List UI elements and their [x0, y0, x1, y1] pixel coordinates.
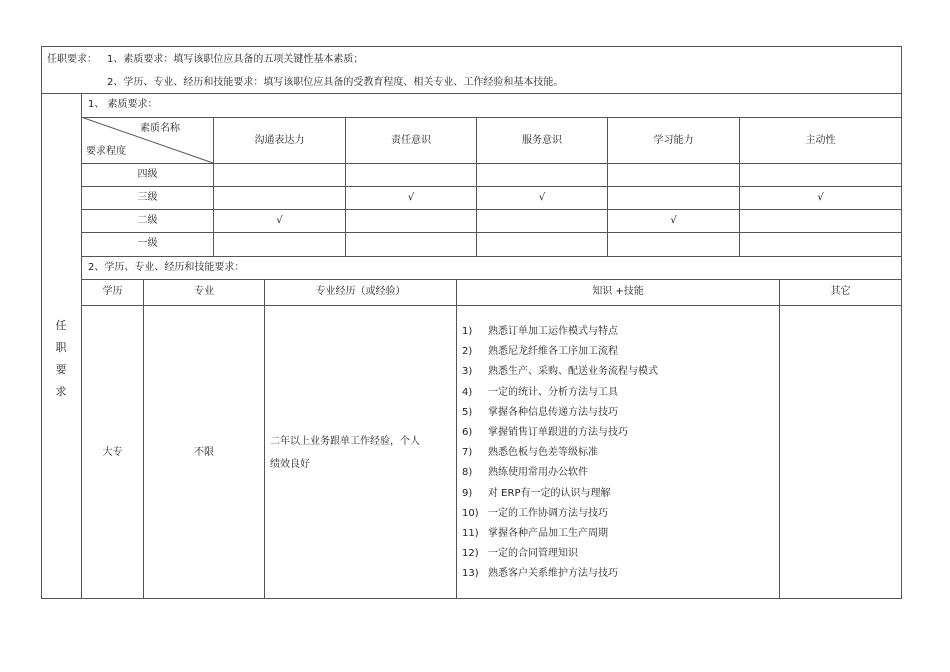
list-item: 12) 一定的合同管理知识 — [462, 548, 578, 560]
quality-level-label: 四级 — [137, 169, 158, 180]
list-item: 1) 熟悉订单加工运作模式与特点 — [462, 326, 618, 337]
edu-column-header: 其它 — [830, 286, 851, 297]
check-mark: √ — [276, 215, 283, 226]
experience-line-2: 绩效良好 — [270, 459, 310, 470]
edu-column-header: 专业 — [194, 286, 214, 297]
quality-column-header: 学习能力 — [653, 135, 694, 146]
quality-column-header: 服务意识 — [522, 135, 562, 146]
knowledge-list — [462, 322, 658, 584]
header-line-1: 1、素质要求：填写该职位应具备的五项关键性基本素质； — [107, 54, 364, 65]
experience-line-1: 二年以上业务跟单工作经验，个人 — [270, 436, 420, 447]
check-mark: √ — [407, 192, 415, 203]
education-value: 大专 — [102, 447, 123, 458]
quality-column-header: 沟通表达力 — [254, 135, 305, 146]
quality-column-header: 责任意识 — [391, 135, 431, 146]
side-label-char: 求 — [55, 385, 67, 398]
list-item: 11) 掌握各种产品加工生产周期 — [462, 527, 608, 539]
check-mark: √ — [817, 192, 824, 203]
quality-level-label: 一级 — [137, 238, 158, 249]
quality-section-title: 1、 素质要求： — [88, 99, 158, 110]
list-item: 7) 熟悉色板与色差等级标准 — [462, 447, 598, 459]
major-value: 不限 — [194, 447, 214, 458]
diag-header-bottom: 要求程度 — [86, 146, 126, 157]
list-item: 10) 一定的工作协调方法与技巧 — [462, 507, 608, 519]
list-item: 2) 熟悉尼龙纤维各工序加工流程 — [462, 346, 618, 358]
edu-column-header: 学历 — [102, 286, 123, 297]
header-prefix: 任职要求： — [47, 54, 97, 65]
quality-level-label: 三级 — [137, 192, 158, 203]
quality-column-header: 主动性 — [805, 135, 836, 146]
check-mark: √ — [538, 192, 546, 203]
header-line-2: 2、学历、专业、经历和技能要求：填写该职位应具备的受教育程度、相关专业、工作经验和基本技能。 — [107, 77, 564, 88]
list-item: 5) 掌握各种信息传递方法与技巧 — [462, 406, 618, 418]
list-item: 13) 熟悉客户关系维护方法与技巧 — [462, 568, 618, 580]
side-label-char: 任 — [55, 319, 67, 332]
edu-column-header: 专业经历（或经验） — [315, 286, 406, 297]
check-mark: √ — [670, 215, 677, 226]
list-item: 3) 熟悉生产、采购、配送业务流程与模式 — [462, 366, 658, 378]
quality-level-label: 二级 — [137, 215, 158, 226]
list-item: 4) 一定的统计、分析方法与工具 — [462, 386, 618, 398]
list-item: 6) 掌握销售订单跟进的方法与技巧 — [462, 426, 628, 438]
side-label-char: 要 — [55, 363, 67, 376]
list-item: 9) 对 ERP有一定的认识与理解 — [462, 487, 611, 499]
edu-section-title: 2、学历、专业、经历和技能要求： — [88, 262, 245, 273]
side-label-char: 职 — [55, 341, 67, 354]
diag-header-top: 素质名称 — [140, 123, 180, 134]
edu-column-header: 知识 +技能 — [592, 286, 644, 297]
side-label — [42, 315, 80, 403]
list-item: 8) 熟练使用常用办公软件 — [462, 467, 588, 479]
